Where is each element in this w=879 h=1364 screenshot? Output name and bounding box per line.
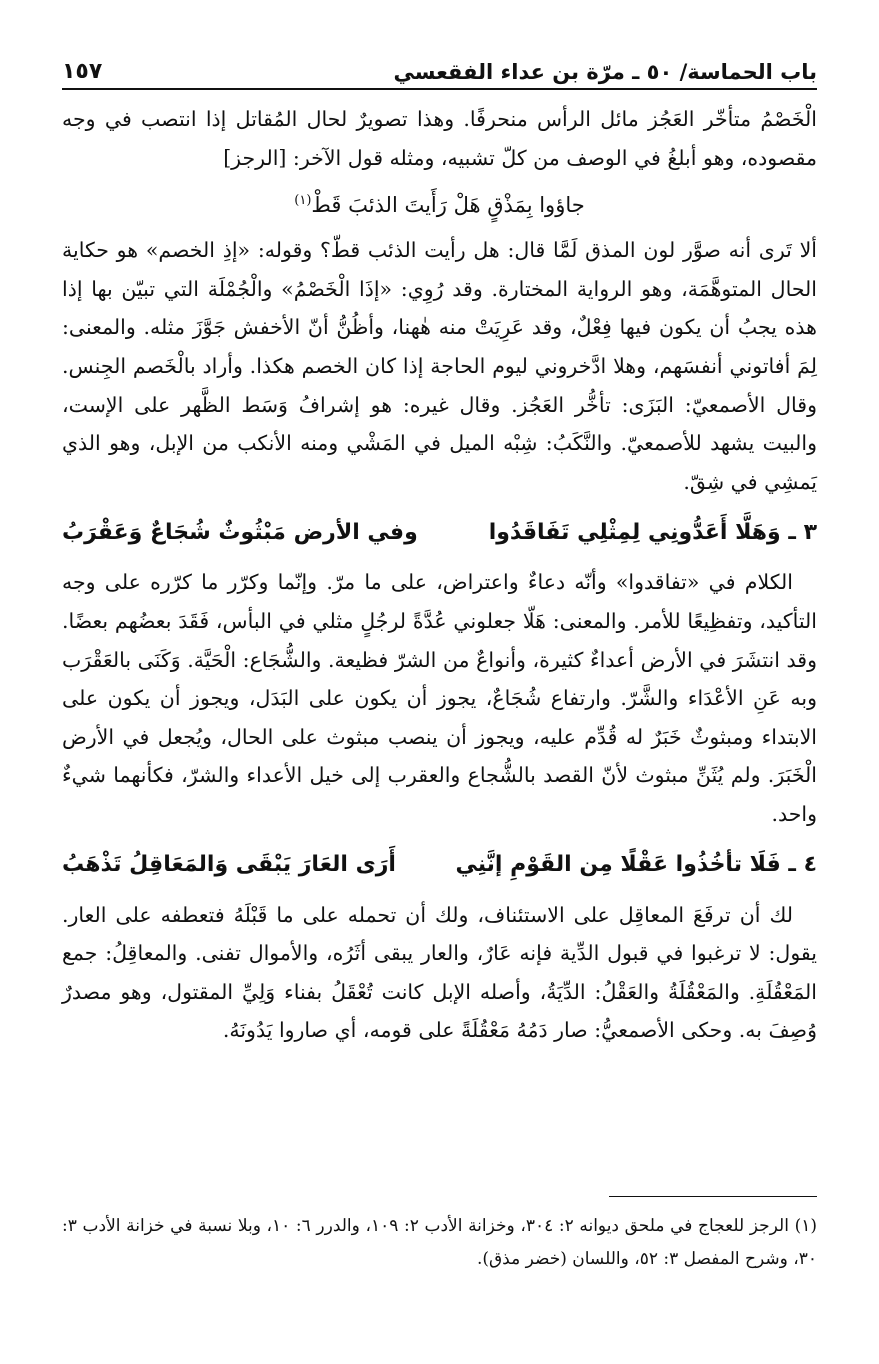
footnote: (١) الرجز للعجاج في ملحق ديوانه ٢: ٣٠٤، وخزانة الأدب ٢: ١٠٩، والدرر ٦: ١٠، وبلا نسبة في خزانة الأدب ٣: ٣٠، وشرح المفصل ٣: ٥٢، واللسان (خضر مذق).	[62, 1216, 817, 1269]
paragraph-4: لك أن ترفَعَ المعاقِل على الاستئناف، ولك أن تحمله على ما قَبْلَهُ فتعطفه على العار. يقول: لا ترغبوا في قبول الدِّية فإنه عَارٌ، والعار يبقى أثَرُه، والأموال تفنى. والمعاقِلُ: جمع المَعْقُلَةِ. والمَعْقُلَةُ والعَقْلُ: الدِّيَةُ، وأصله الإبل كانت تُعْقَلُ بفناء وَلِيِّ المقتول، وهو مصدرٌ وُصِفَ به. وحكى الأصمعيُّ: صار دَمُهُ مَعْقُلَةً على قومه، أي صاروا يَدُونَهُ.	[62, 902, 817, 1043]
quoted-verse	[62, 179, 817, 227]
verse-4-second-hemistich: أَرَى العَارَ يَبْقَى وَالمَعَاقِلُ تَذْهَبُ	[62, 852, 396, 877]
footnote-marker: (١)	[294, 193, 312, 209]
book-page	[62, 44, 817, 1334]
chapter-title: باب الحماسة/ ٥٠ ـ مرّة بن عداء الفقعسي	[393, 60, 817, 84]
verse-3-first-hemistich: ٣ ـ وَهَلَّا أَعَدُّونِي لِمِثْلِي تَفَاقَدُوا	[488, 519, 817, 545]
verse-4	[62, 838, 817, 892]
verse-4-first-hemistich: ٤ ـ فَلَا تأخُذُوا عَقْلًا مِن القَوْمِ إنَّنِي	[455, 852, 817, 877]
paragraph-1: الْخَصْمُ متأخّر العَجُز مائل الرأس منحرفًا. وهذا تصويرٌ لحال المُقاتل إذا انتصب في وجه مقصوده، وهو أبلغُ في الوصف من كلّ تشبيه، ومثله قول الآخر: [الرجز]	[62, 107, 817, 170]
paragraph-3: الكلام في «تفاقدوا» وأنّه دعاءٌ واعتراض، على ما مرّ. وإنّما وكرّر ما كرّره على وجه التأكيد، وتفظِيعًا للأمر. والمعنى: هَلّا جعلوني عُدَّةً لرجُلٍ مثلي في البأس، فَقَدَ بعضُهم بعضًا. وقد انتشَرَ في الأرض أعداءٌ كثيرة، وأنواعٌ من الشرّ فظيعة. والشُّجَاع: الْحَيَّة. وَكَنَى بالعَقْرَب وبه عَنِ الأعْدَاء والشَّرّ. وارتفاع شُجَاعٌ، يجوز أن يكون على البَدَل، ويجوز أن يكون على الابتداء ومبثوثٌ خَبَرٌ له قُدِّم عليه، ويجوز أن ينصب مبثوث على الحال، ويُجعل في الأرض الْخَبَرَ. ولم يُثَنِّ مبثوث لأنّ القصد بالشُّجاع والعقرب إلى خيل الأعداء والشرّ، فكأنهما شيءٌ واحد.	[62, 570, 817, 826]
verse-3-second-hemistich: وفي الأرض مَبْثُوثٌ شُجَاعٌ وَعَقْرَبُ	[62, 519, 418, 545]
verse-3	[62, 505, 817, 559]
footnote-divider	[609, 1196, 817, 1197]
quoted-verse-text: جاؤوا بِمَذْقٍ هَلْ رَأَيتَ الذئبَ قَطْ	[311, 193, 585, 218]
running-head	[62, 44, 817, 90]
page-number: ١٥٧	[62, 59, 103, 84]
paragraph-2: ألا تَرى أنه صوَّر لون المذق لَمَّا قال: هل رأيت الذئب قطّ؟ وقوله: «إذِ الخصم» هو حكاية الحال المتوهَّمَة، وهو الرواية المختارة. وقد رُوِي: «إذَا الْخَصْمُ» والْجُمْلَة التي تبيّن بها إذا هذه يجبُ أن يكون فيها فِعْلٌ، وقد عَرِيَتْ منه هٰهنا، وأظُنُّ أنّ الأخفش جَوَّزَ مثله. والمعنى: لِمَ أفاتوني أنفسَهم، وهلا ادَّخروني ليوم الحاجة إذا كان الخصم هكذا. وأراد بالْخَصم الجِنس. وقال الأصمعيّ: البَزَى: تأخُّر العَجُز. وقال غيره: هو إشرافُ وَسَط الظَّهر على الإست، والبيت يشهد للأصمعيّ. والنَّكَبُ: شِبْه الميل في المَشْي ومنه الأنكب من الإبل، وهو الذي يَمشِي في شِقّ.	[62, 238, 817, 494]
